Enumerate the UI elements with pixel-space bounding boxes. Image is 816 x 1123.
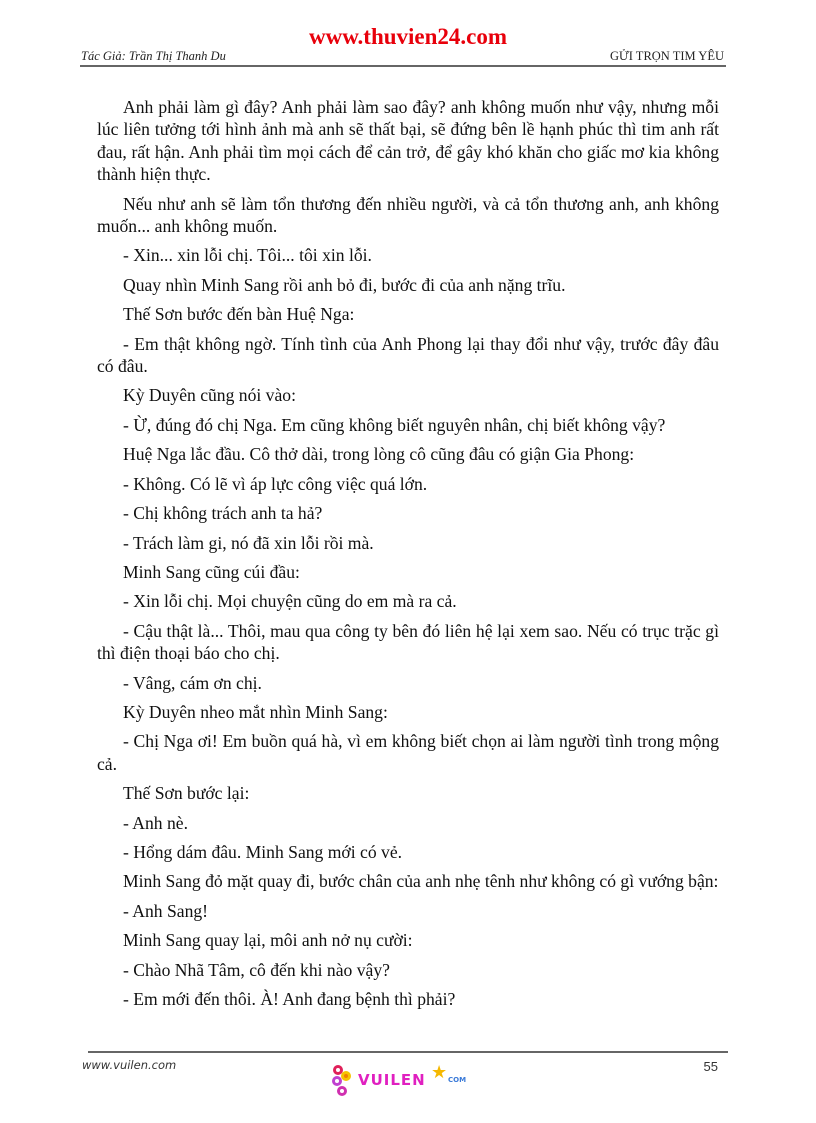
paragraph: - Ừ, đúng đó chị Nga. Em cũng không biết nguyên nhân, chị biết không vậy?	[123, 414, 666, 435]
paragraph: Anh phải làm gì đây? Anh phải làm sao đây? anh không muốn như vậy, nhưng mỗi lúc liên tưởng tới hình ảnh mà anh sẽ thất bại, sẽ đứng bên lề hạnh phúc thì tim anh rất đau, rất hận. Anh phải tìm mọi cách để cản trở, để gây khó khăn cho giấc mơ kia không thành hiện thực.	[97, 97, 719, 185]
paragraph: - Không. Có lẽ vì áp lực công việc quá lớn.	[123, 473, 428, 494]
header-divider	[80, 65, 726, 67]
paragraph: Huệ Nga lắc đầu. Cô thở dài, trong lòng cô cũng đâu có giận Gia Phong:	[123, 444, 635, 465]
paragraph: Thế Sơn bước lại:	[123, 783, 250, 804]
paragraph: - Em thật không ngờ. Tính tình của Anh Phong lại thay đổi như vậy, trước đây đâu có đâu.	[97, 333, 719, 377]
paragraph: Minh Sang quay lại, môi anh nở nụ cười:	[123, 930, 413, 951]
header-author: Tác Giả: Trần Thị Thanh Du	[81, 49, 226, 63]
paragraph: - Vâng, cám ơn chị.	[123, 672, 262, 693]
star-icon: ★	[431, 1062, 448, 1082]
paragraph: Thế Sơn bước đến bàn Huệ Nga:	[123, 304, 355, 325]
page-body	[97, 96, 719, 1017]
logo-suffix: COM	[448, 1076, 467, 1084]
paragraph: - Anh nè.	[123, 812, 188, 833]
site-watermark-link[interactable]: www.thuvien24.com	[308, 24, 508, 49]
paragraph: Nếu như anh sẽ làm tổn thương đến nhiều người, và cả tổn thương anh, anh không muốn... anh không muốn.	[97, 193, 719, 237]
vuilen-logo	[330, 1062, 490, 1098]
paragraph: - Chị không trách anh ta hả?	[123, 503, 323, 524]
footer-divider	[88, 1051, 728, 1053]
paragraph: - Anh Sang!	[123, 900, 209, 921]
logo-text: VUILEN	[358, 1071, 426, 1089]
paragraph: - Chị Nga ơi! Em buồn quá hà, vì em không biết chọn ai làm người tình trong mộng cả.	[97, 731, 719, 774]
paragraph: Minh Sang cũng cúi đầu:	[123, 561, 300, 582]
paragraph: - Trách làm gi, nó đã xin lỗi rồi mà.	[123, 532, 374, 553]
paragraph: - Xin lỗi chị. Mọi chuyện cũng do em mà ra cả.	[123, 591, 457, 612]
paragraph: - Hổng dám đâu. Minh Sang mới có vẻ.	[123, 841, 403, 862]
footer-site: www.vuilen.com	[82, 1058, 177, 1072]
paragraph: Kỳ Duyên nheo mắt nhìn Minh Sang:	[123, 701, 388, 722]
paragraph: Minh Sang đỏ mặt quay đi, bước chân của anh nhẹ tênh như không có gì vướng bận:	[123, 871, 719, 892]
paragraph: Kỳ Duyên cũng nói vào:	[123, 385, 296, 406]
flower-icon	[330, 1062, 356, 1098]
header-book-title: GỬI TRỌN TIM YÊU	[610, 49, 724, 63]
paragraph: Quay nhìn Minh Sang rồi anh bỏ đi, bước đi của anh nặng trĩu.	[123, 274, 566, 295]
paragraph: - Chào Nhã Tâm, cô đến khi nào vậy?	[123, 959, 390, 980]
paragraph: - Em mới đến thôi. À! Anh đang bệnh thì phải?	[123, 989, 456, 1009]
paragraph: - Cậu thật là... Thôi, mau qua công ty bên đó liên hệ lại xem sao. Nếu có trục trặc gì thì điện thoại báo cho chị.	[97, 620, 719, 664]
paragraph: - Xin... xin lỗi chị. Tôi... tôi xin lỗi.	[123, 245, 372, 266]
page-number: 55	[703, 1059, 718, 1074]
